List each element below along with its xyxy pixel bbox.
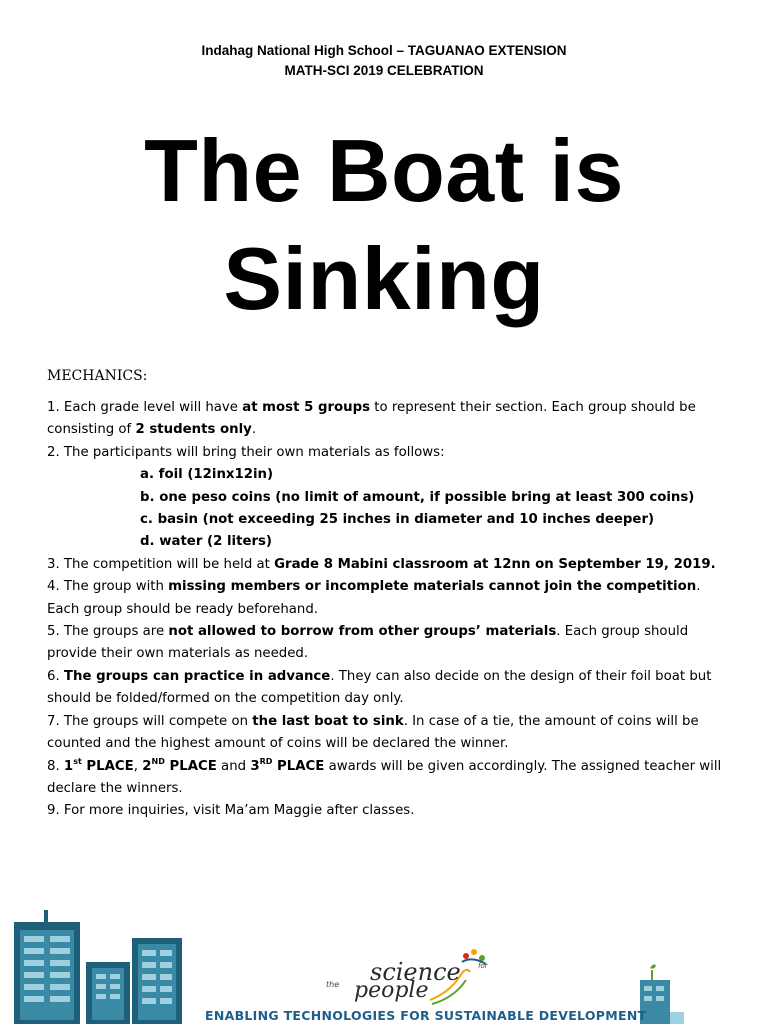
science-for-the-people-logo: science the people for [326,958,488,1003]
mechanics-heading: MECHANICS: [47,368,148,384]
event-name: MATH-SCI 2019 CELEBRATION [284,63,484,78]
material-item: d. water (2 liters) [140,534,273,550]
material-item: a. foil (12inx12in) [140,467,274,483]
list-item: 1. Each grade level will have at most 5 groups to represent their section. Each group should be consisting of 2 students only. [47,400,696,438]
school-name: Indahag National High School – TAGUANAO EXTENSION [201,43,567,58]
list-item: 4. The group with missing members or incomplete materials cannot join the competition. Each group should be ready beforehand. [47,579,701,617]
list-item: 5. The groups are not allowed to borrow from other groups’ materials. Each group should provide their own materials as needed. [47,624,689,662]
list-item: 6. The groups can practice in advance. They can also decide on the design of their foil boat but should be folded/formed on the competition day only. [47,668,712,707]
mechanics-list [47,397,727,823]
list-item: 7. The groups will compete on the last boat to sink. In case of a tie, the amount of coins will be counted and the highest amount of coins will be declared the winner. [47,713,699,752]
title-line-2: Sinking [223,229,545,328]
material-item: c. basin (not exceeding 25 inches in diameter and 10 inches deeper) [140,512,655,528]
material-item: b. one peso coins (no limit of amount, if possible bring at least 300 coins) [140,489,695,505]
list-item: 8. 1st PLACE, 2ND PLACE and 3RD PLACE awards will be given accordingly. The assigned teacher will declare the winners. [47,756,722,796]
footer-illustration [0,900,768,1024]
list-item: 2. The participants will bring their own materials as follows: [47,444,445,460]
list-item: 9. For more inquiries, visit Ma’am Maggie after classes. [47,803,415,819]
list-item: 3. The competition will be held at Grade 8 Mabini classroom at 12nn on September 19, 2019. [47,556,716,572]
title-line-1: The Boat is [144,121,624,220]
footer-tagline: ENABLING TECHNOLOGIES FOR SUSTAINABLE DEVELOPMENT [205,1008,647,1023]
